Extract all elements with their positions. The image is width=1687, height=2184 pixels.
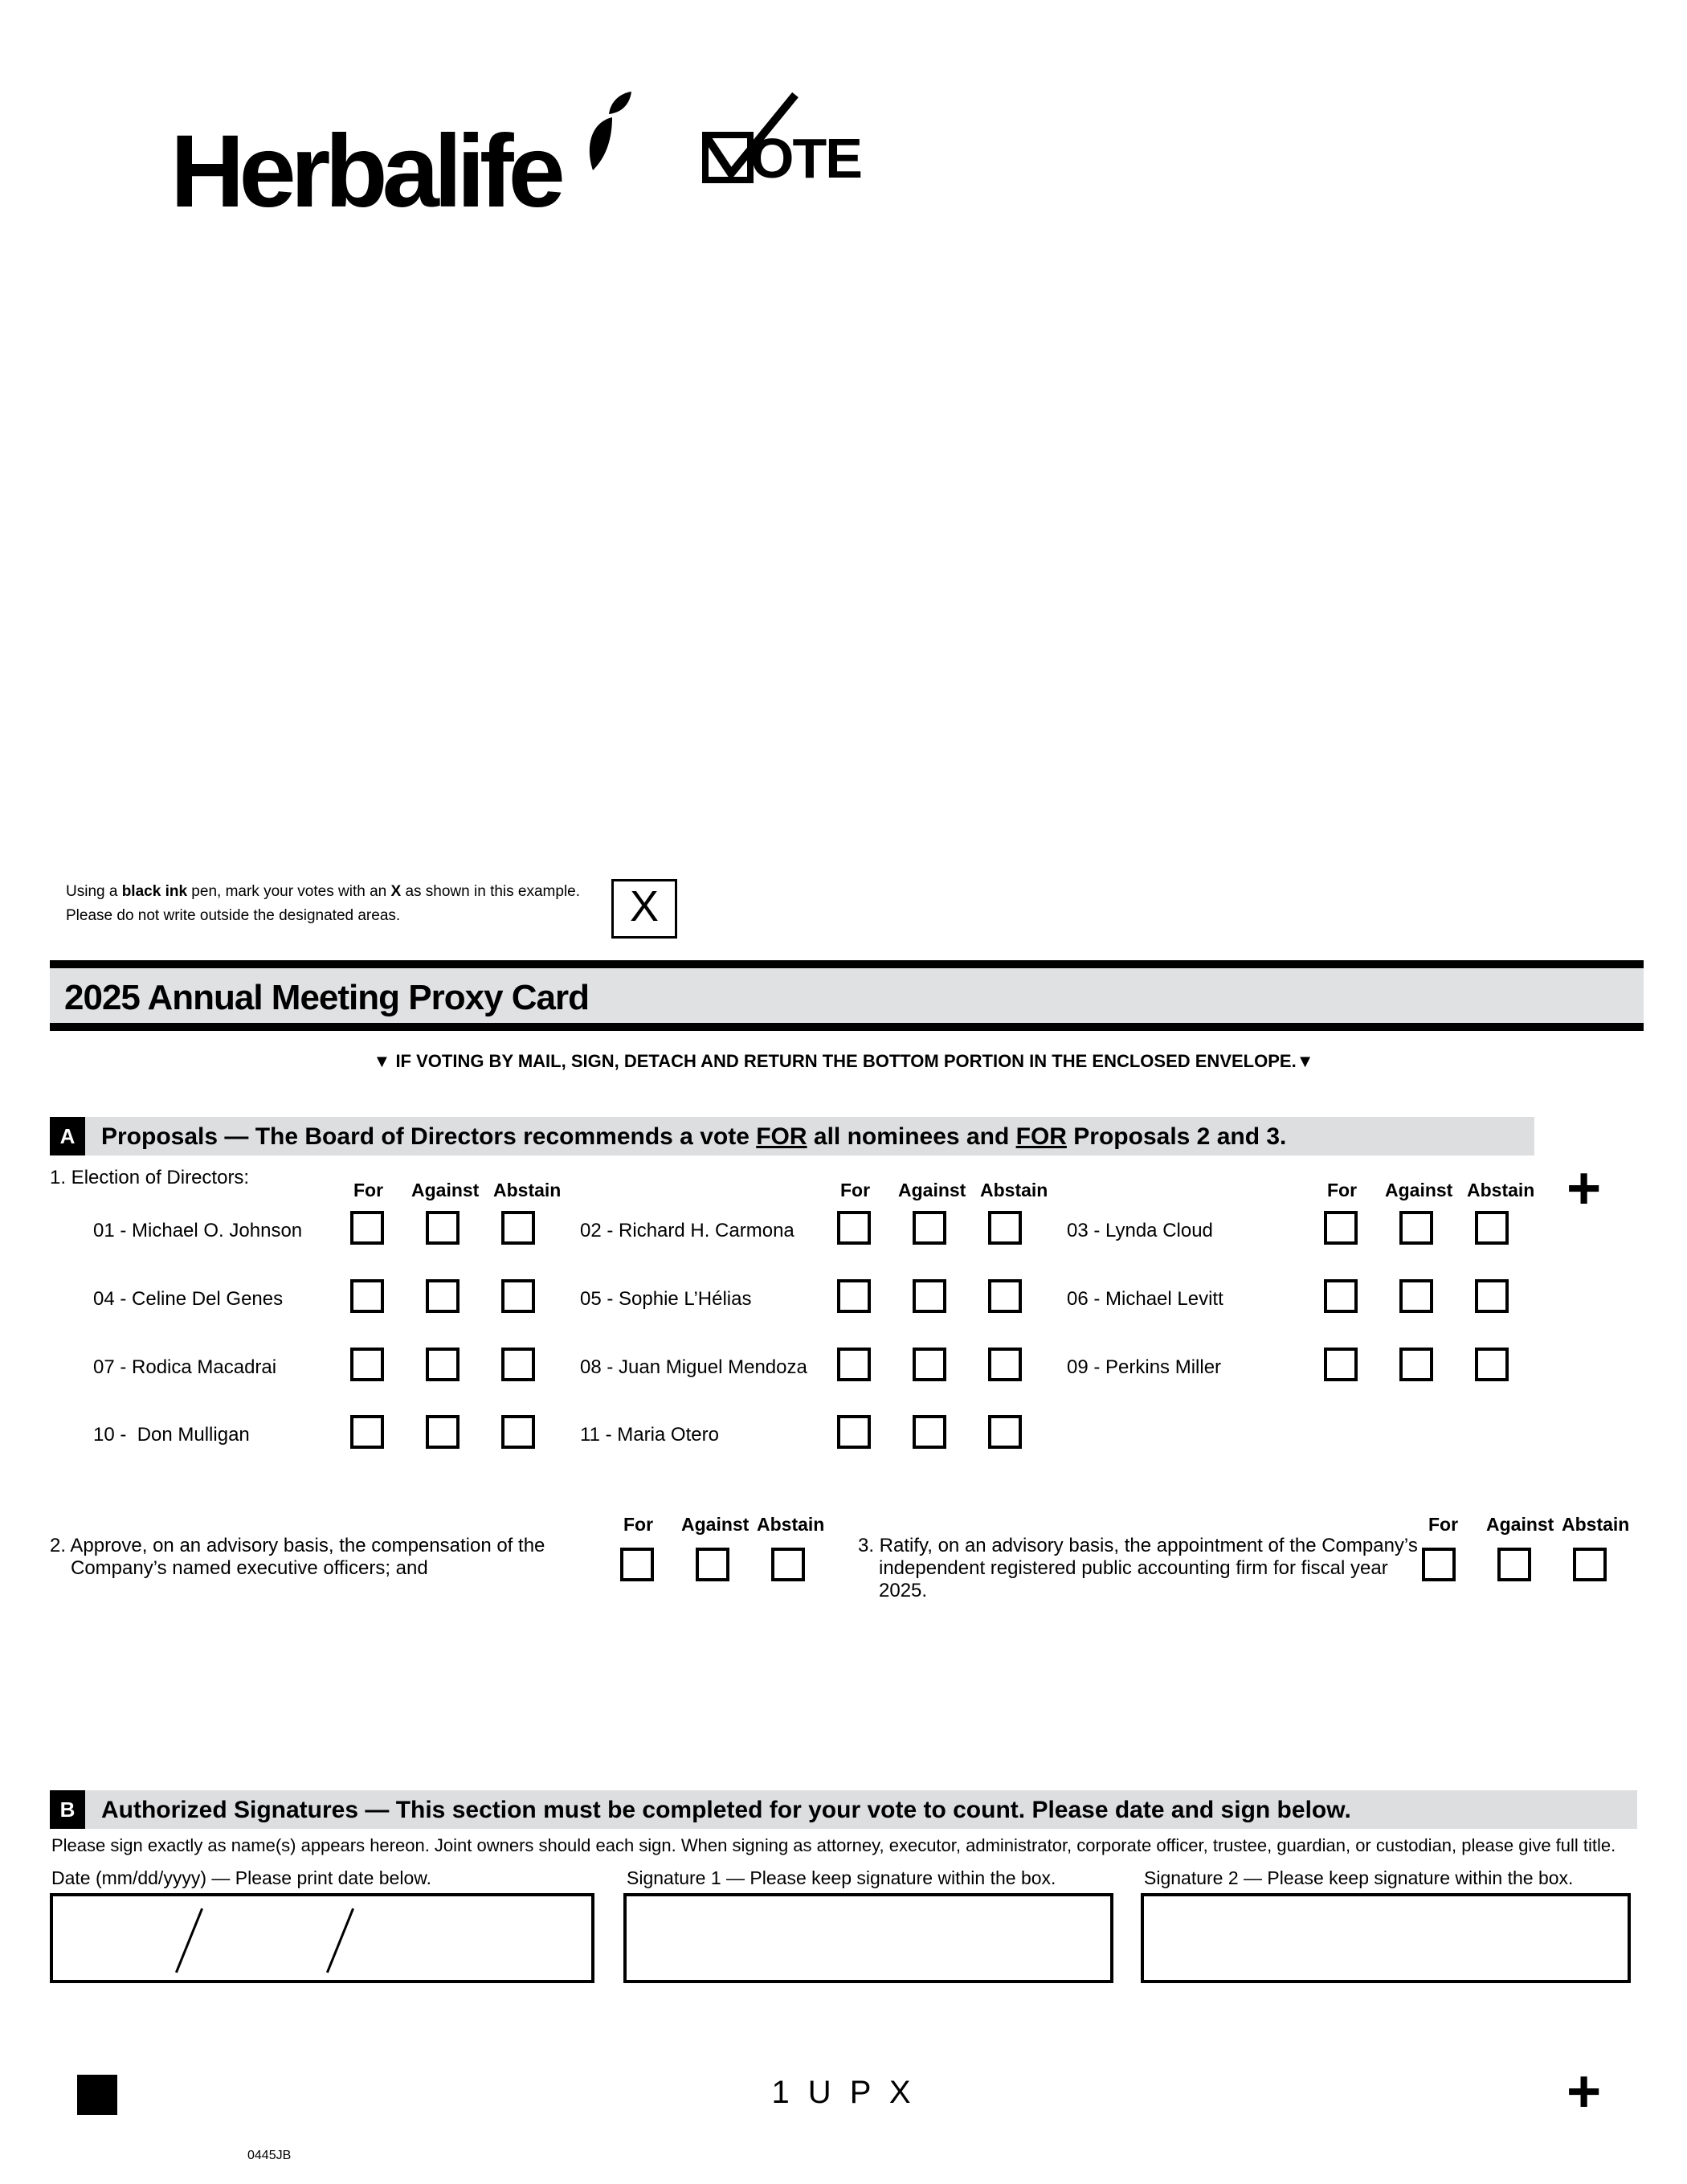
nominee-label: 04 - Celine Del Genes (93, 1288, 284, 1310)
nominee-label: 09 - Perkins Miller (1067, 1356, 1222, 1378)
nominee-label: 05 - Sophie L’Hélias (580, 1288, 752, 1310)
nominee-04-for-checkbox[interactable] (350, 1279, 384, 1313)
proposal-2-text: 2. Approve, on an advisory basis, the compensation of the Company’s named executive officers; and (50, 1535, 545, 1579)
proposal-3-for-checkbox[interactable] (1422, 1548, 1456, 1581)
col-header-against: Against (681, 1514, 750, 1535)
section-b-title: Authorized Signatures — This section must be completed for your vote to count. Please date and sign below. (101, 1797, 1351, 1823)
section-a-header (50, 1117, 1534, 1155)
nominee-11-abstain-checkbox[interactable] (988, 1415, 1022, 1449)
title-band (50, 960, 1644, 1031)
nominee-06-against-checkbox[interactable] (1399, 1279, 1433, 1313)
signature-2-box[interactable] (1141, 1893, 1631, 1983)
signature-1-label: Signature 1 — Please keep signature within the box. (627, 1867, 1056, 1888)
nominee-label: 03 - Lynda Cloud (1067, 1220, 1213, 1241)
col-header-against: Against (1385, 1180, 1453, 1200)
nominee-01-against-checkbox[interactable] (426, 1211, 460, 1245)
proposal-3-against-checkbox[interactable] (1497, 1548, 1531, 1581)
col-header-abstain: Abstain (757, 1514, 825, 1535)
nominee-02-for-checkbox[interactable] (837, 1211, 871, 1245)
job-code: 0445JB (247, 2149, 292, 2162)
page-title: 2025 Annual Meeting Proxy Card (64, 978, 590, 1017)
registration-plus-icon: + (1566, 1155, 1602, 1221)
example-x-mark: X (629, 882, 660, 930)
leaf-icon (577, 90, 633, 178)
example-mark-box (611, 879, 677, 939)
form-code: 1 U P X (771, 2075, 916, 2110)
nominee-10-abstain-checkbox[interactable] (501, 1415, 535, 1449)
triangle-down-icon: ▼ (373, 1051, 391, 1071)
nominee-08-abstain-checkbox[interactable] (988, 1348, 1022, 1381)
section-a-title: Proposals — The Board of Directors recommends a vote FOR all nominees and FOR Proposals 2 and 3. (101, 1123, 1287, 1150)
signature-2-label: Signature 2 — Please keep signature within the box. (1144, 1867, 1574, 1888)
nominee-label: 01 - Michael O. Johnson (93, 1220, 303, 1241)
col-header-against: Against (898, 1180, 966, 1200)
nominee-09-abstain-checkbox[interactable] (1475, 1348, 1509, 1381)
nominee-05-against-checkbox[interactable] (913, 1279, 946, 1313)
section-a-badge: A (50, 1117, 85, 1155)
proposal-2-for-checkbox[interactable] (620, 1548, 654, 1581)
nominee-06-abstain-checkbox[interactable] (1475, 1279, 1509, 1313)
nominee-10-for-checkbox[interactable] (350, 1415, 384, 1449)
registration-plus-icon: + (1566, 2058, 1602, 2125)
col-header-for: For (840, 1180, 871, 1200)
col-header-abstain: Abstain (493, 1180, 562, 1200)
nominee-05-abstain-checkbox[interactable] (988, 1279, 1022, 1313)
nominee-02-against-checkbox[interactable] (913, 1211, 946, 1245)
detach-notice: ▼ IF VOTING BY MAIL, SIGN, DETACH AND RETURN THE BOTTOM PORTION IN THE ENCLOSED ENVELOPE.▼ (373, 1051, 1314, 1071)
nominee-01-for-checkbox[interactable] (350, 1211, 384, 1245)
section-b-header (50, 1790, 1637, 1829)
col-header-for: For (353, 1180, 384, 1200)
nominee-label: 08 - Juan Miguel Mendoza (580, 1356, 807, 1378)
nominee-07-for-checkbox[interactable] (350, 1348, 384, 1381)
proposal-1-label: 1. Election of Directors: (50, 1167, 250, 1188)
date-input-box[interactable] (50, 1893, 594, 1983)
col-header-abstain: Abstain (980, 1180, 1048, 1200)
marking-instructions (66, 880, 580, 928)
nominee-09-for-checkbox[interactable] (1324, 1348, 1358, 1381)
nominee-11-for-checkbox[interactable] (837, 1415, 871, 1449)
col-header-for: For (623, 1514, 654, 1535)
nominee-03-abstain-checkbox[interactable] (1475, 1211, 1509, 1245)
date-separator (326, 1908, 354, 1973)
vote-logo (701, 90, 861, 193)
nominee-05-for-checkbox[interactable] (837, 1279, 871, 1313)
nominee-03-against-checkbox[interactable] (1399, 1211, 1433, 1245)
nominee-11-against-checkbox[interactable] (913, 1415, 946, 1449)
section-b-badge: B (50, 1790, 85, 1829)
proposal-2-against-checkbox[interactable] (696, 1548, 729, 1581)
nominee-label: 10 - Don Mulligan (93, 1424, 250, 1446)
nominee-08-for-checkbox[interactable] (837, 1348, 871, 1381)
proposal-2-abstain-checkbox[interactable] (771, 1548, 805, 1581)
nominee-label: 11 - Maria Otero (580, 1424, 719, 1446)
nominee-07-against-checkbox[interactable] (426, 1348, 460, 1381)
nominee-09-against-checkbox[interactable] (1399, 1348, 1433, 1381)
nominee-10-against-checkbox[interactable] (426, 1415, 460, 1449)
nominee-label: 06 - Michael Levitt (1067, 1288, 1223, 1310)
instruction-line-1: Using a black ink pen, mark your votes with an X as shown in this example. (66, 883, 581, 900)
nominee-01-abstain-checkbox[interactable] (501, 1211, 535, 1245)
col-header-abstain: Abstain (1562, 1514, 1630, 1535)
triangle-down-icon: ▼ (1296, 1051, 1314, 1071)
signature-1-box[interactable] (623, 1893, 1113, 1983)
nominee-label: 07 - Rodica Macadrai (93, 1356, 277, 1378)
logo-wordmark: Herbalife (170, 114, 560, 229)
vote-wordmark: OTE (750, 127, 861, 190)
col-header-for: For (1428, 1514, 1459, 1535)
nominee-06-for-checkbox[interactable] (1324, 1279, 1358, 1313)
col-header-against: Against (411, 1180, 480, 1200)
instruction-line-2: Please do not write outside the designated areas. (66, 907, 401, 924)
date-separator (175, 1908, 203, 1973)
herbalife-logo (170, 90, 620, 227)
col-header-abstain: Abstain (1467, 1180, 1535, 1200)
nominee-07-abstain-checkbox[interactable] (501, 1348, 535, 1381)
nominee-03-for-checkbox[interactable] (1324, 1211, 1358, 1245)
nominee-label: 02 - Richard H. Carmona (580, 1220, 794, 1241)
date-label: Date (mm/dd/yyyy) — Please print date below. (51, 1867, 431, 1888)
signature-instructions: Please sign exactly as name(s) appears hereon. Joint owners should each sign. When signing as attorney, executor, administrator, corporate officer, trustee, guardian, or custodian, please give full title. (51, 1835, 1616, 1855)
nominee-02-abstain-checkbox[interactable] (988, 1211, 1022, 1245)
proposal-3-text: 3. Ratify, on an advisory basis, the appointment of the Company’s independent registered public accounting firm for fiscal year 2025. (858, 1535, 1418, 1601)
proposal-3-abstain-checkbox[interactable] (1573, 1548, 1607, 1581)
nominee-04-abstain-checkbox[interactable] (501, 1279, 535, 1313)
nominee-04-against-checkbox[interactable] (426, 1279, 460, 1313)
col-header-against: Against (1486, 1514, 1554, 1535)
nominee-08-against-checkbox[interactable] (913, 1348, 946, 1381)
col-header-for: For (1327, 1180, 1358, 1200)
